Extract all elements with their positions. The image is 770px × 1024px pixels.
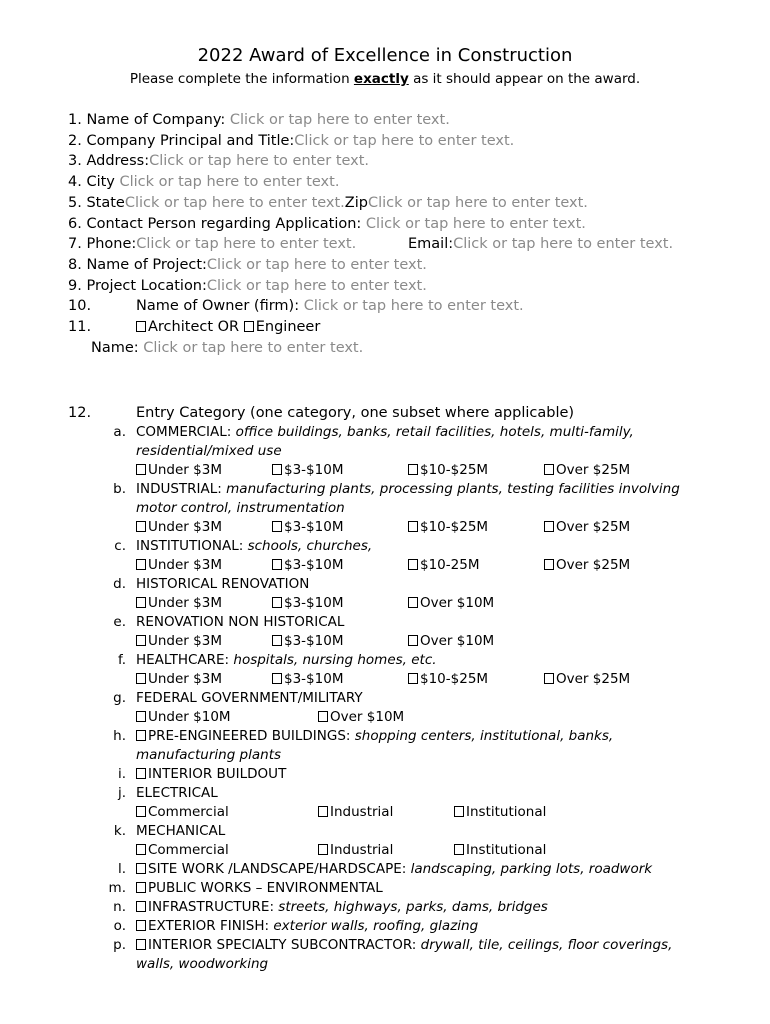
checkbox[interactable] <box>318 711 328 722</box>
field-label: Project Location: <box>86 278 207 294</box>
category-n-checkbox[interactable] <box>136 901 146 912</box>
category-name: INTERIOR BUILDOUT <box>148 766 287 782</box>
category-line-n <box>136 898 548 917</box>
field-principal <box>68 131 514 151</box>
category-description-cont <box>136 746 281 765</box>
category-letter: h. <box>113 728 126 744</box>
checkbox[interactable] <box>408 559 418 570</box>
checkbox[interactable] <box>272 521 282 532</box>
instructions-text-end: as it should appear on the award. <box>408 71 641 87</box>
category-line-a <box>136 423 634 442</box>
category-name: PUBLIC WORKS – ENVIRONMENTAL <box>148 880 383 896</box>
category-letter: n. <box>113 899 126 915</box>
category-b-option[interactable] <box>544 518 630 537</box>
option-label: Over $25M <box>556 462 631 478</box>
item-number: 10. <box>68 298 92 314</box>
category-d-option[interactable] <box>272 594 343 613</box>
item-number: 4. <box>68 174 82 190</box>
checkbox[interactable] <box>454 806 464 817</box>
field-label: Name of Company: <box>86 112 230 128</box>
category-h-checkbox[interactable] <box>136 730 146 741</box>
category-name: HEALTHCARE: <box>136 652 234 668</box>
engineer-checkbox[interactable] <box>244 321 254 332</box>
category-b-option[interactable] <box>408 518 488 537</box>
category-k-option[interactable] <box>136 841 229 860</box>
category-letter: o. <box>113 918 126 934</box>
owner-input[interactable]: Click or tap here to enter text. <box>303 298 524 314</box>
category-a-option[interactable] <box>544 461 630 480</box>
option-label: $3-$10M <box>284 671 344 687</box>
item-number: 6. <box>68 216 82 232</box>
category-a-option[interactable] <box>408 461 488 480</box>
option-label: $10-$25M <box>420 671 489 687</box>
checkbox[interactable] <box>408 597 418 608</box>
category-name: EXTERIOR FINISH: <box>148 918 274 934</box>
category-e-option[interactable] <box>408 632 494 651</box>
option-label: $10-25M <box>420 557 480 573</box>
category-line-j <box>136 784 218 803</box>
category-p-checkbox[interactable] <box>136 939 146 950</box>
category-d-option[interactable] <box>408 594 494 613</box>
field-contact <box>68 214 586 234</box>
option-label: $3-$10M <box>284 633 344 649</box>
category-i-checkbox[interactable] <box>136 768 146 779</box>
option-label: Under $3M <box>148 519 222 535</box>
contact-input[interactable]: Click or tap here to enter text. <box>365 216 586 232</box>
category-description: motor control, instrumentation <box>136 500 345 516</box>
category-name: MECHANICAL <box>136 823 226 839</box>
category-letter: c. <box>114 538 126 554</box>
option-label: Industrial <box>330 842 394 858</box>
category-description: office buildings, banks, retail facilities, hotels, multi-family, <box>235 424 634 440</box>
category-name: FEDERAL GOVERNMENT/MILITARY <box>136 690 363 706</box>
category-description: manufacturing plants, processing plants, testing facilities involving <box>226 481 680 497</box>
category-letter: j. <box>117 785 126 801</box>
option-label: Under $3M <box>148 633 222 649</box>
field-project-name <box>68 255 427 275</box>
phone-input[interactable]: Click or tap here to enter text. <box>136 236 357 252</box>
category-description: schools, churches, <box>247 538 373 554</box>
option-label: Over $25M <box>556 557 631 573</box>
field-name <box>91 338 363 358</box>
category-line-f <box>136 651 437 670</box>
category-j-option[interactable] <box>318 803 393 822</box>
category-letter: m. <box>108 880 126 896</box>
category-letter: e. <box>113 614 126 630</box>
category-k-option[interactable] <box>318 841 393 860</box>
item-number: 11. <box>68 319 92 335</box>
category-g-option[interactable] <box>136 708 231 727</box>
address-input[interactable]: Click or tap here to enter text. <box>149 153 370 169</box>
category-c-option[interactable] <box>136 556 222 575</box>
email-input[interactable]: Click or tap here to enter text. <box>453 236 674 252</box>
category-e-option[interactable] <box>136 632 222 651</box>
category-f-option[interactable] <box>136 670 222 689</box>
option-label: $3-$10M <box>284 519 344 535</box>
item-number: 1. <box>68 112 82 128</box>
option-label: Under $10M <box>148 709 231 725</box>
checkbox[interactable] <box>272 635 282 646</box>
category-description: drywall, tile, ceilings, floor coverings, <box>420 937 673 953</box>
city-input[interactable]: Click or tap here to enter text. <box>119 174 340 190</box>
category-name: SITE WORK /LANDSCAPE/HARDSCAPE: <box>148 861 411 877</box>
category-letter: p. <box>113 937 126 953</box>
category-description: streets, highways, parks, dams, bridges <box>278 899 548 915</box>
field-project-location <box>68 276 427 296</box>
category-description-cont <box>136 955 268 974</box>
option-label: $10-$25M <box>420 519 489 535</box>
category-line-d <box>136 575 309 594</box>
field-label: Zip <box>344 195 368 211</box>
category-line-m <box>136 879 383 898</box>
project-location-input[interactable]: Click or tap here to enter text. <box>206 278 427 294</box>
category-d-option[interactable] <box>136 594 222 613</box>
field-owner <box>136 296 524 316</box>
category-j-option[interactable] <box>454 803 546 822</box>
option-label: Over $25M <box>556 519 631 535</box>
category-c-option[interactable] <box>544 556 630 575</box>
option-label: Commercial <box>148 804 229 820</box>
item-number: 12. <box>68 405 92 421</box>
checkbox[interactable] <box>544 673 554 684</box>
checkbox[interactable] <box>408 521 418 532</box>
category-name: RENOVATION NON HISTORICAL <box>136 614 345 630</box>
checkbox[interactable] <box>544 559 554 570</box>
instructions-emphasis: exactly <box>353 71 409 87</box>
company-input[interactable]: Click or tap here to enter text. <box>229 112 450 128</box>
category-b-option[interactable] <box>136 518 222 537</box>
category-k-option[interactable] <box>454 841 546 860</box>
checkbox[interactable] <box>408 464 418 475</box>
checkbox[interactable] <box>544 464 554 475</box>
category-description-cont <box>136 442 282 461</box>
checkbox[interactable] <box>272 673 282 684</box>
checkbox[interactable] <box>136 521 146 532</box>
option-label: Under $3M <box>148 671 222 687</box>
category-letter: d. <box>113 576 126 592</box>
option-label: Industrial <box>330 804 394 820</box>
category-letter: f. <box>117 652 126 668</box>
category-letter: l. <box>117 861 126 877</box>
category-a-option[interactable] <box>272 461 343 480</box>
category-name: PRE-ENGINEERED BUILDINGS: <box>148 728 355 744</box>
page-title: 2022 Award of Excellence in Construction <box>197 45 573 66</box>
field-architect-engineer <box>136 317 320 337</box>
category-description-cont <box>136 499 345 518</box>
checkbox[interactable] <box>136 806 146 817</box>
category-description: shopping centers, institutional, banks, <box>354 728 614 744</box>
category-f-option[interactable] <box>544 670 630 689</box>
category-description: manufacturing plants <box>136 747 282 763</box>
option-label: Under $3M <box>148 462 222 478</box>
category-j-option[interactable] <box>136 803 229 822</box>
category-m-checkbox[interactable] <box>136 882 146 893</box>
checkbox[interactable] <box>544 521 554 532</box>
field-label: Name of Project: <box>86 257 207 273</box>
field-city <box>68 172 339 192</box>
category-o-checkbox[interactable] <box>136 920 146 931</box>
option-label: Institutional <box>466 804 547 820</box>
field-label: Address: <box>86 153 150 169</box>
checkbox[interactable] <box>136 635 146 646</box>
category-line-p <box>136 936 672 955</box>
category-e-option[interactable] <box>272 632 343 651</box>
field-company <box>68 110 450 130</box>
field-label: Company Principal and Title: <box>86 133 295 149</box>
checkbox[interactable] <box>136 844 146 855</box>
category-line-g <box>136 689 363 708</box>
field-label: City <box>86 174 120 190</box>
category-letter: a. <box>113 424 126 440</box>
category-c-option[interactable] <box>408 556 479 575</box>
field-state-zip <box>68 193 588 213</box>
category-line-o <box>136 917 478 936</box>
checkbox[interactable] <box>272 597 282 608</box>
category-description: walls, woodworking <box>136 956 269 972</box>
category-b-option[interactable] <box>272 518 343 537</box>
category-description: landscaping, parking lots, roadwork <box>410 861 653 877</box>
category-description: exterior walls, roofing, glazing <box>273 918 479 934</box>
category-name: INDUSTRIAL: <box>136 481 227 497</box>
architect-checkbox[interactable] <box>136 321 146 332</box>
state-input[interactable]: Click or tap here to enter text. <box>124 195 345 211</box>
principal-input[interactable]: Click or tap here to enter text. <box>294 133 515 149</box>
field-phone <box>68 234 356 254</box>
checkbox[interactable] <box>136 464 146 475</box>
checkbox[interactable] <box>318 844 328 855</box>
checkbox[interactable] <box>318 806 328 817</box>
option-label: Commercial <box>148 842 229 858</box>
category-f-option[interactable] <box>408 670 488 689</box>
category-letter: i. <box>117 766 126 782</box>
checkbox[interactable] <box>136 559 146 570</box>
category-name: INTERIOR SPECIALTY SUBCONTRACTOR: <box>148 937 421 953</box>
option-label: $3-$10M <box>284 557 344 573</box>
checkbox[interactable] <box>408 635 418 646</box>
checkbox[interactable] <box>272 464 282 475</box>
option-label: Over $10M <box>420 633 495 649</box>
item-number: 3. <box>68 153 82 169</box>
category-description: hospitals, nursing homes, etc. <box>233 652 437 668</box>
field-label: Phone: <box>86 236 137 252</box>
option-label: Institutional <box>466 842 547 858</box>
entry-category-heading: Entry Category (one category, one subset where applicable) <box>136 405 575 421</box>
category-line-h <box>136 727 613 746</box>
category-l-checkbox[interactable] <box>136 863 146 874</box>
field-label: Architect OR <box>148 319 244 335</box>
instructions <box>0 70 770 88</box>
checkbox[interactable] <box>408 673 418 684</box>
category-letter: b. <box>113 481 126 497</box>
category-line-k <box>136 822 225 841</box>
checkbox[interactable] <box>272 559 282 570</box>
field-label: Email: <box>408 236 454 252</box>
field-label: Contact Person regarding Application: <box>86 216 366 232</box>
option-label: Under $3M <box>148 595 222 611</box>
instructions-text: Please complete the information <box>129 71 354 87</box>
name-input[interactable]: Click or tap here to enter text. <box>143 340 364 356</box>
field-label: State <box>86 195 125 211</box>
category-letter: g. <box>113 690 126 706</box>
option-label: $10-$25M <box>420 462 489 478</box>
category-a-option[interactable] <box>136 461 222 480</box>
category-g-option[interactable] <box>318 708 404 727</box>
project-name-input[interactable]: Click or tap here to enter text. <box>206 257 427 273</box>
field-label: Name of Owner (firm): <box>136 298 304 314</box>
option-label: Over $10M <box>420 595 495 611</box>
category-description: residential/mixed use <box>136 443 282 459</box>
field-email <box>408 234 673 254</box>
checkbox[interactable] <box>454 844 464 855</box>
field-label: Engineer <box>255 319 321 335</box>
category-line-b <box>136 480 680 499</box>
option-label: Under $3M <box>148 557 222 573</box>
checkbox[interactable] <box>136 597 146 608</box>
category-letter: k. <box>113 823 126 839</box>
option-label: Over $25M <box>556 671 631 687</box>
field-address <box>68 151 369 171</box>
field-label: Name: <box>91 340 144 356</box>
category-line-e <box>136 613 344 632</box>
checkbox[interactable] <box>136 673 146 684</box>
category-name: ELECTRICAL <box>136 785 218 801</box>
category-name: INFRASTRUCTURE: <box>148 899 279 915</box>
category-name: COMMERCIAL: <box>136 424 236 440</box>
item-number: 5. <box>68 195 82 211</box>
category-c-option[interactable] <box>272 556 343 575</box>
zip-input[interactable]: Click or tap here to enter text. <box>367 195 588 211</box>
item-number: 8. <box>68 257 82 273</box>
category-name: INSTITUTIONAL: <box>136 538 248 554</box>
option-label: $3-$10M <box>284 595 344 611</box>
category-name: HISTORICAL RENOVATION <box>136 576 310 592</box>
option-label: $3-$10M <box>284 462 344 478</box>
item-number: 2. <box>68 133 82 149</box>
category-line-c <box>136 537 372 556</box>
category-line-i <box>136 765 286 784</box>
option-label: Over $10M <box>330 709 405 725</box>
category-f-option[interactable] <box>272 670 343 689</box>
checkbox[interactable] <box>136 711 146 722</box>
item-number: 7. <box>68 236 82 252</box>
category-line-l <box>136 860 652 879</box>
item-number: 9. <box>68 278 82 294</box>
